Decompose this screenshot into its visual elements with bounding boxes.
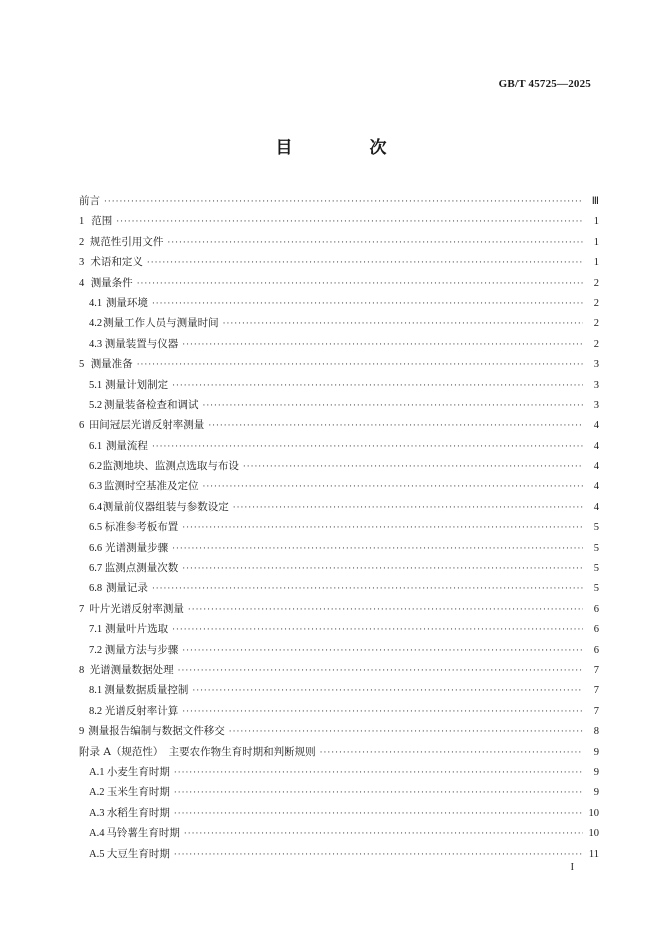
toc-entry-label: 范围 xyxy=(91,215,113,228)
toc-entry-page: 1 xyxy=(593,216,599,228)
toc-entry-number: 6.2 xyxy=(89,461,103,473)
toc-entry-page: 7 xyxy=(593,685,599,697)
toc-entry-page: 5 xyxy=(593,583,599,595)
toc-leader-dots xyxy=(116,212,583,232)
toc-entry-number: 6.6 xyxy=(89,542,103,554)
toc-entry[interactable] xyxy=(79,517,599,537)
toc-entry-number: A.4 xyxy=(89,828,105,840)
toc-leader-dots xyxy=(172,620,583,640)
toc-entry-number: 2 xyxy=(79,236,85,248)
toc-entry-label: 测量准备 xyxy=(90,358,133,371)
toc-entry-label: 光谱测量步骤 xyxy=(105,541,169,554)
toc-entry[interactable] xyxy=(79,313,599,333)
toc-entry[interactable] xyxy=(79,578,599,598)
toc-entry-page: 2 xyxy=(593,297,599,309)
toc-entry-number: 6.8 xyxy=(89,583,103,595)
toc-entry[interactable] xyxy=(79,436,599,456)
toc-entry-page: 7 xyxy=(593,664,599,676)
toc-entry-number: A.1 xyxy=(89,766,105,778)
toc-leader-dots xyxy=(147,253,583,273)
toc-entry[interactable] xyxy=(79,415,599,435)
toc-entry-number: 4 xyxy=(79,277,85,289)
toc-entry-number: 5.1 xyxy=(89,379,103,391)
toc-leader-dots xyxy=(202,396,583,416)
toc-entry-number: 6.1 xyxy=(89,440,103,452)
toc-entry-page: 1 xyxy=(593,257,599,269)
toc-leader-dots xyxy=(152,579,583,599)
toc-entry[interactable] xyxy=(79,803,599,823)
toc-entry[interactable] xyxy=(79,619,599,639)
toc-entry-number: 6.5 xyxy=(89,522,103,534)
toc-entry[interactable] xyxy=(79,334,599,354)
toc-entry-page: 9 xyxy=(593,766,599,778)
toc-entry-page: 5 xyxy=(593,522,599,534)
toc-entry-page: Ⅲ xyxy=(591,196,599,207)
toc-entry-label: 监测地块、监测点选取与布设 xyxy=(102,460,239,473)
toc-entry-label: 测量前仪器组装与参数设定 xyxy=(102,500,229,513)
toc-entry-page: 6 xyxy=(593,624,599,636)
toc-entry-label: 马铃薯生育时期 xyxy=(106,827,180,840)
toc-leader-dots xyxy=(152,294,583,314)
toc-entry-label: 测量条件 xyxy=(90,276,133,289)
toc-leader-dots xyxy=(174,763,583,783)
toc-entry[interactable] xyxy=(79,762,599,782)
toc-entry-number: 9 xyxy=(79,726,85,738)
toc-entry[interactable] xyxy=(79,456,599,476)
toc-entry-number: 4.3 xyxy=(89,338,103,350)
toc-leader-dots xyxy=(188,600,583,620)
toc-entry-page: 3 xyxy=(593,379,599,391)
toc-entry-page: 6 xyxy=(593,603,599,615)
toc-entry-label: 小麦生育时期 xyxy=(106,765,170,778)
toc-entry-page: 4 xyxy=(593,501,599,513)
toc-entry-label: 光谱测量数据处理 xyxy=(89,663,174,676)
toc-entry-label: 田间冠层光谱反射率测量 xyxy=(88,419,205,432)
toc-entry-page: 3 xyxy=(593,399,599,411)
toc-entry-number: 8.1 xyxy=(89,685,103,697)
toc-entry-page: 6 xyxy=(593,644,599,656)
toc-leader-dots xyxy=(137,355,583,375)
page-number: I xyxy=(570,862,574,873)
toc-entry-number: 6.4 xyxy=(89,501,103,513)
toc-entry[interactable] xyxy=(79,273,599,293)
toc-leader-dots xyxy=(137,274,583,294)
toc-leader-dots xyxy=(152,437,583,457)
toc-entry[interactable] xyxy=(79,375,599,395)
toc-leader-dots xyxy=(223,314,583,334)
table-of-contents xyxy=(79,191,599,864)
toc-entry-number: 7.1 xyxy=(89,624,103,636)
toc-entry-page: 1 xyxy=(593,236,599,248)
toc-entry[interactable] xyxy=(79,640,599,660)
toc-leader-dots xyxy=(233,498,583,518)
toc-entry-label: 光谱反射率计算 xyxy=(104,704,179,717)
toc-entry-number: A.3 xyxy=(89,807,105,819)
toc-entry-page: 9 xyxy=(593,787,599,799)
toc-entry[interactable] xyxy=(79,660,599,680)
toc-entry[interactable] xyxy=(79,252,599,272)
toc-leader-dots xyxy=(229,722,583,742)
toc-entry-number: 6.3 xyxy=(89,481,103,493)
toc-entry-number: 7 xyxy=(79,603,85,615)
standard-code: GB/T 45725—2025 xyxy=(498,78,591,90)
toc-entry-page: 5 xyxy=(593,542,599,554)
toc-entry-label: 术语和定义 xyxy=(90,256,143,269)
toc-entry-page: 9 xyxy=(593,746,599,758)
toc-entry-page: 4 xyxy=(593,481,599,493)
toc-entry-label: 规范性引用文件 xyxy=(89,235,164,248)
toc-entry[interactable] xyxy=(79,558,599,578)
toc-entry-number: A.5 xyxy=(89,848,105,860)
toc-entry[interactable] xyxy=(79,354,599,374)
toc-entry-number: 7.2 xyxy=(89,644,103,656)
toc-entry-number: 6 xyxy=(79,420,85,432)
toc-entry[interactable] xyxy=(79,599,599,619)
toc-entry[interactable] xyxy=(79,191,599,211)
toc-entry-page: 10 xyxy=(588,807,599,819)
toc-entry[interactable] xyxy=(79,742,599,762)
toc-leader-dots xyxy=(320,743,583,763)
toc-entry-page: 2 xyxy=(593,318,599,330)
toc-entry-page: 2 xyxy=(593,277,599,289)
toc-entry-label: 测量装置与仪器 xyxy=(104,337,179,350)
toc-entry-label: 叶片光谱反射率测量 xyxy=(89,602,184,615)
toc-leader-dots xyxy=(208,416,583,436)
toc-leader-dots xyxy=(178,661,583,681)
toc-entry[interactable] xyxy=(79,476,599,496)
toc-entry-page: 5 xyxy=(593,563,599,575)
toc-entry-label: 测量流程 xyxy=(105,439,148,452)
toc-leader-dots xyxy=(104,192,583,212)
toc-entry-page: 3 xyxy=(593,359,599,371)
toc-leader-dots xyxy=(172,539,583,559)
toc-leader-dots xyxy=(172,376,583,396)
toc-entry[interactable] xyxy=(79,232,599,252)
toc-leader-dots xyxy=(174,845,583,865)
toc-entry[interactable] xyxy=(79,823,599,843)
toc-leader-dots xyxy=(182,335,583,355)
toc-entry[interactable] xyxy=(79,782,599,802)
toc-entry-label: 测量叶片选取 xyxy=(105,623,169,636)
toc-entry-label: 监测点测量次数 xyxy=(104,562,179,575)
toc-entry-page: 4 xyxy=(593,420,599,432)
toc-leader-dots xyxy=(182,518,583,538)
toc-entry-label: 监测时空基准及定位 xyxy=(103,480,199,493)
toc-entry[interactable] xyxy=(79,721,599,741)
toc-entry-page: 4 xyxy=(593,440,599,452)
toc-entry[interactable] xyxy=(79,395,599,415)
toc-entry-label: 测量计划制定 xyxy=(105,378,169,391)
toc-leader-dots xyxy=(184,824,583,844)
toc-entry-number: 5 xyxy=(79,359,85,371)
toc-leader-dots xyxy=(167,233,583,253)
toc-entry[interactable] xyxy=(79,701,599,721)
toc-leader-dots xyxy=(182,702,583,722)
toc-entry-page: 2 xyxy=(593,338,599,350)
toc-entry-number: 5.2 xyxy=(89,399,103,411)
toc-entry[interactable] xyxy=(79,497,599,517)
toc-entry-number: 3 xyxy=(79,257,85,269)
toc-leader-dots xyxy=(243,457,583,477)
toc-entry-label: 附录 A（规范性） 主要农作物生育时期和判断规则 xyxy=(79,745,316,758)
toc-entry-number: 8.2 xyxy=(89,705,103,717)
toc-entry-page: 11 xyxy=(588,848,599,860)
toc-entry-label: 前言 xyxy=(79,195,100,207)
toc-entry-label: 水稻生育时期 xyxy=(106,806,170,819)
toc-entry-page: 4 xyxy=(593,461,599,473)
toc-entry[interactable] xyxy=(79,538,599,558)
toc-leader-dots xyxy=(202,477,583,497)
toc-entry-label: 测量报告编制与数据文件移交 xyxy=(88,725,225,738)
toc-entry-label: 测量工作人员与测量时间 xyxy=(103,317,219,330)
toc-entry-label: 测量方法与步骤 xyxy=(104,643,179,656)
toc-entry-page: 7 xyxy=(593,705,599,717)
toc-entry-number: 6.7 xyxy=(89,563,103,575)
toc-entry[interactable] xyxy=(79,680,599,700)
toc-entry-page: 10 xyxy=(588,828,599,840)
toc-entry-label: 测量记录 xyxy=(105,582,148,595)
toc-entry-label: 玉米生育时期 xyxy=(106,786,170,799)
toc-entry-number: 8 xyxy=(79,664,85,676)
toc-entry-page: 8 xyxy=(593,726,599,738)
toc-leader-dots xyxy=(174,804,583,824)
toc-entry-label: 标准参考板布置 xyxy=(104,521,179,534)
toc-entry-number: 4.1 xyxy=(89,297,103,309)
page-title: 目 次 xyxy=(275,138,417,158)
toc-entry-label: 测量数据质量控制 xyxy=(104,684,189,697)
toc-entry[interactable] xyxy=(79,844,599,864)
toc-entry-label: 大豆生育时期 xyxy=(106,847,170,860)
toc-entry[interactable] xyxy=(79,293,599,313)
toc-entry-number: 4.2 xyxy=(89,318,103,330)
toc-entry-number: 1 xyxy=(79,216,85,228)
toc-entry-label: 测量装备检查和调试 xyxy=(103,398,199,411)
toc-leader-dots xyxy=(192,681,583,701)
toc-entry-number: A.2 xyxy=(89,787,105,799)
toc-entry[interactable] xyxy=(79,211,599,231)
toc-leader-dots xyxy=(182,559,583,579)
toc-leader-dots xyxy=(174,783,583,803)
toc-entry-label: 测量环境 xyxy=(105,296,148,309)
toc-leader-dots xyxy=(182,641,583,661)
